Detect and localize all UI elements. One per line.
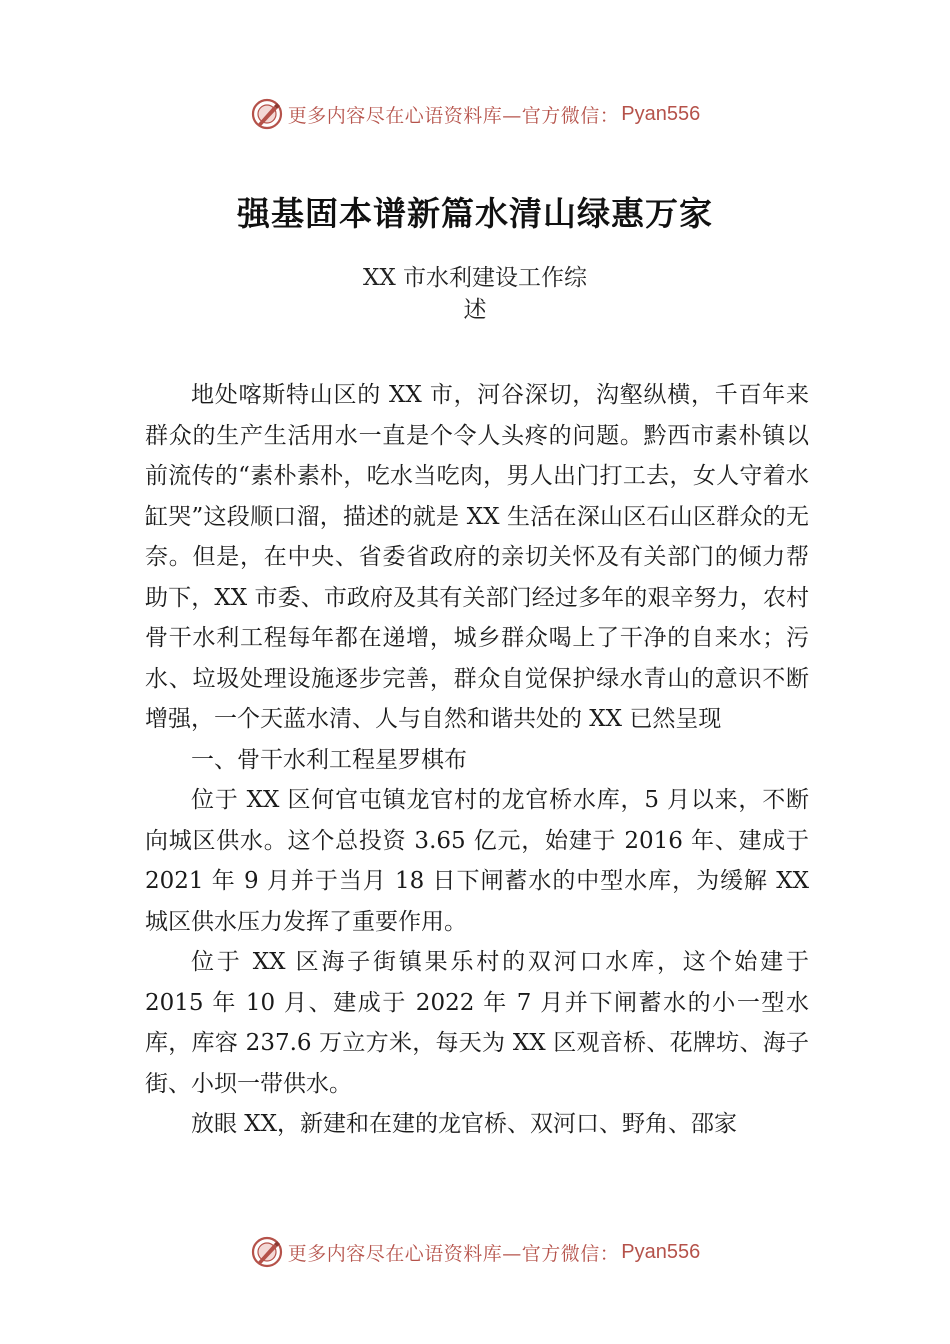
subtitle-line-2: 述 — [463, 297, 487, 323]
document-body — [145, 375, 809, 1145]
watermark-text: 更多内容尽在心语资料库—官方微信： — [287, 1242, 620, 1265]
body-paragraph: 位于 XX 区海子街镇果乐村的双河口水库，这个始建于 2015 年 10 月、建成于 2022 年 7 月并下闸蓄水的小一型水库，库容 237.6 万立方米，每天为 XX 区观音桥、花牌坊、海子街、小坝一带供水。 — [145, 949, 809, 1097]
document-title: 强基固本谱新篇水清山绿惠万家 — [237, 194, 713, 233]
pen-seal-logo-icon — [250, 1235, 284, 1269]
body-paragraph: 位于 XX 区何官屯镇龙官村的龙官桥水库，5 月以来，不断向城区供水。这个总投资 3.65 亿元，始建于 2016 年、建成于 2021 年 9 月并于当月 18 日下闸蓄水的中型水库，为缓解 XX 城区供水压力发挥了重要作用。 — [145, 787, 809, 935]
subtitle-line-1: XX 市水利建设工作综 — [362, 265, 588, 291]
pen-seal-logo-icon — [250, 97, 284, 131]
intro-paragraph: 地处喀斯特山区的 XX 市，河谷深切，沟壑纵横，千百年来群众的生产生活用水一直是个令人头疼的问题。黔西市素朴镇以前流传的“素朴素朴，吃水当吃肉，男人出门打工去，女人守着水缸哭”这段顺口溜，描述的就是 XX 生活在深山区石山区群众的无奈。但是，在中央、省委省政府的亲切关怀及有关部门的倾力帮助下，XX 市委、市政府及其有关部门经过多年的艰辛努力，农村骨干水利工程每年都在递增，城乡群众喝上了干净的自来水；污水、垃圾处理设施逐步完善，群众自觉保护绿水青山的意识不断增强，一个天蓝水清、人与自然和谐共处的 XX 已然呈现 — [145, 382, 809, 732]
section-heading: 一、骨干水利工程星罗棋布 — [191, 746, 467, 773]
watermark-wechat-handle: Pyan556 — [621, 1240, 701, 1263]
watermark-text: 更多内容尽在心语资料库—官方微信： — [287, 104, 620, 127]
footer-watermark-banner — [0, 1232, 950, 1272]
watermark-wechat-handle: Pyan556 — [621, 102, 701, 125]
header-watermark-banner — [0, 94, 950, 134]
document-subtitle — [0, 262, 950, 326]
body-paragraph: 放眼 XX，新建和在建的龙官桥、双河口、野角、邵家 — [191, 1111, 738, 1137]
